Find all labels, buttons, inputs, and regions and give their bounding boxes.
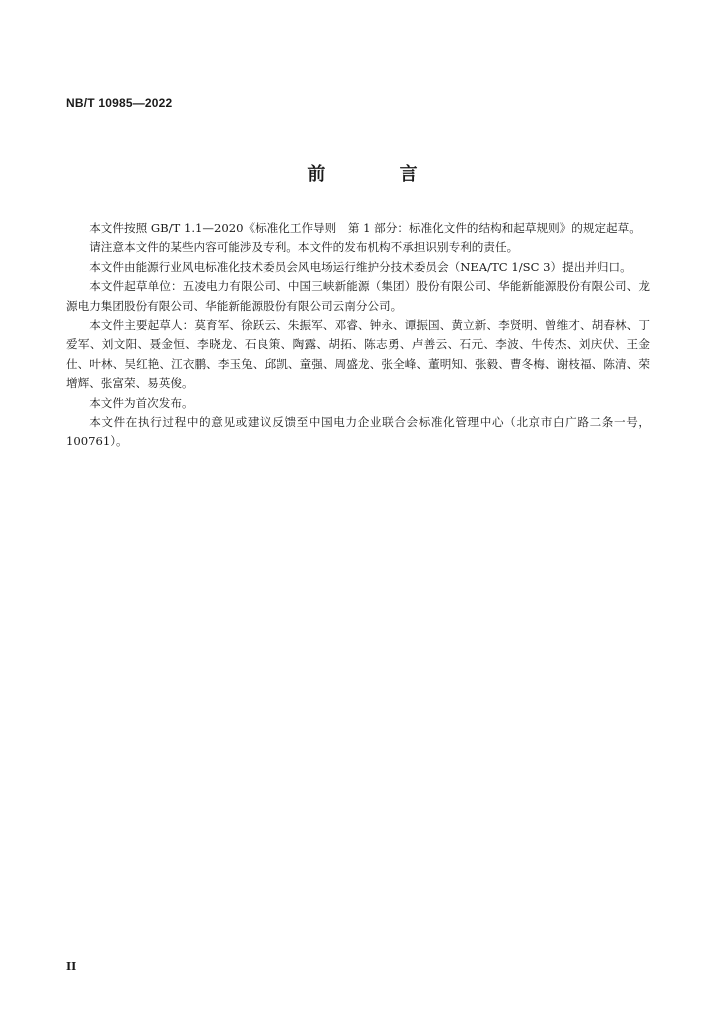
paragraph-first-release: 本文件为首次发布。 xyxy=(89,395,194,410)
page-number: II xyxy=(66,960,77,973)
paragraph-feedback: 本文件在执行过程中的意见或建议反馈至中国电力企业联合会标准化管理中心（北京市白广路二条一号，100761）。 xyxy=(66,415,650,449)
standard-number: NB/T 10985—2022 xyxy=(66,96,173,110)
paragraph-drafters: 本文件主要起草人：莫育军、徐跃云、朱振军、邓睿、钟永、谭振国、黄立新、李贤明、曾维才、胡春林、丁爱军、刘文阳、聂金恒、李晓龙、石良策、陶露、胡拓、陈志勇、卢善云、石元、李波、牛传杰、刘庆伏、王金仕、叶林、吴红艳、江衣鹏、李玉兔、邱凯、童强、周盛龙、张全峰、董明知、张毅、曹冬梅、谢枝福、陈清、荣增辉、张富荣、易英俊。 xyxy=(66,318,650,391)
paragraph-drafting-organizations: 本文件起草单位：五凌电力有限公司、中国三峡新能源（集团）股份有限公司、华能新能源股份有限公司、龙源电力集团股份有限公司、华能新能源股份有限公司云南分公司。 xyxy=(66,279,650,313)
paragraph-patent-notice: 请注意本文件的某些内容可能涉及专利。本文件的发布机构不承担识别专利的责任。 xyxy=(89,240,519,255)
paragraph-proposer: 本文件由能源行业风电标准化技术委员会风电场运行维护分技术委员会（NEA/TC 1/SC 3）提出并归口。 xyxy=(89,259,632,274)
page-title: 前 言 xyxy=(307,164,452,185)
paragraph-drafting-rules: 本文件按照 GB/T 1.1—2020《标准化工作导则 第 1 部分：标准化文件的结构和起草规则》的规定起草。 xyxy=(89,221,641,235)
foreword-body xyxy=(66,219,650,452)
